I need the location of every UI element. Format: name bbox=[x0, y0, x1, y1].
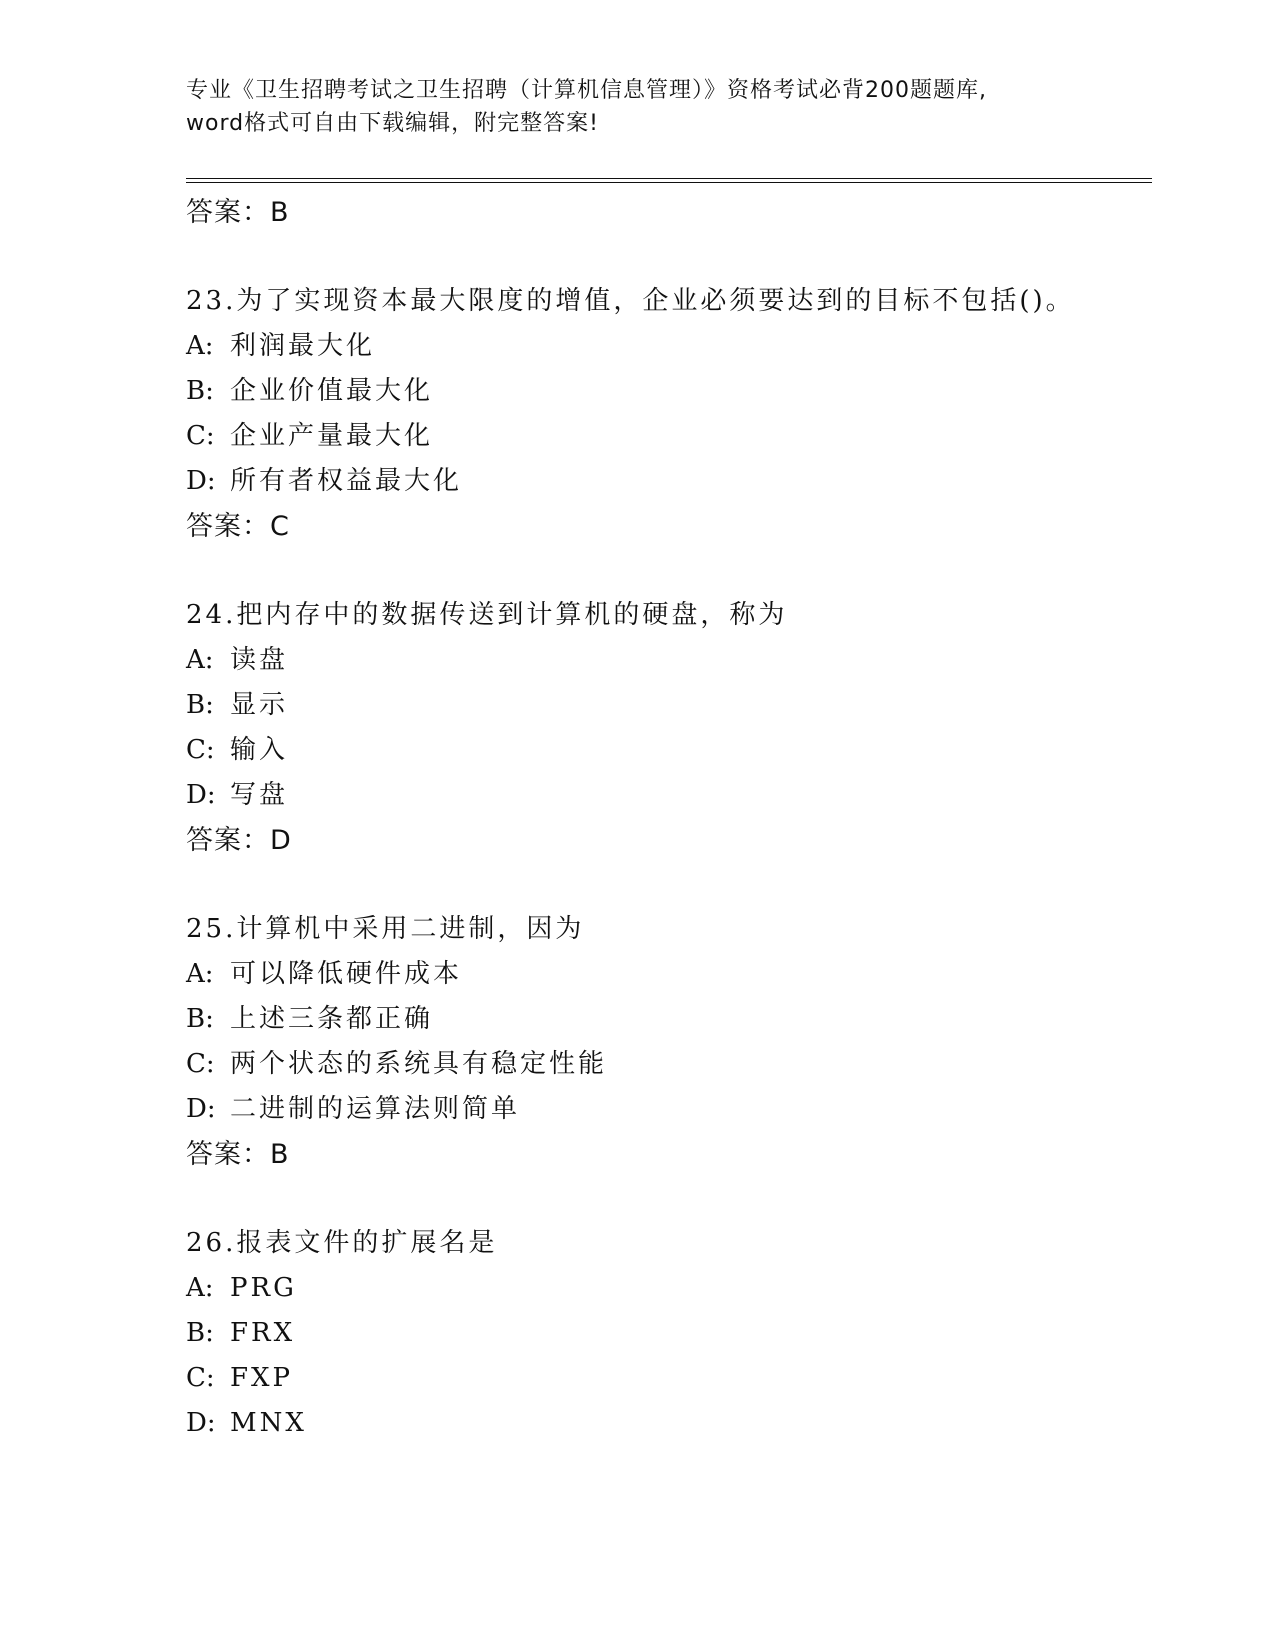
question-list bbox=[186, 190, 1146, 1446]
spacer bbox=[186, 550, 1146, 592]
option-a bbox=[186, 324, 1146, 369]
document-header bbox=[186, 74, 1086, 140]
spacer bbox=[186, 236, 1146, 278]
option-text: MNX bbox=[230, 1408, 307, 1438]
option-letter: D: bbox=[186, 1094, 216, 1124]
option-b bbox=[186, 997, 1146, 1042]
option-text: 二进制的运算法则简单 bbox=[230, 1094, 521, 1124]
option-text: 企业价值最大化 bbox=[230, 376, 434, 406]
answer-line: 答案：C bbox=[186, 511, 290, 542]
question-item bbox=[186, 278, 1146, 550]
option-text: 利润最大化 bbox=[230, 331, 376, 361]
option-letter: B: bbox=[186, 1004, 214, 1034]
option-b bbox=[186, 1311, 1146, 1356]
option-letter: C: bbox=[186, 421, 215, 451]
option-letter: B: bbox=[186, 376, 214, 406]
option-c bbox=[186, 1356, 1146, 1401]
option-letter: A: bbox=[186, 959, 214, 989]
option-letter: A: bbox=[186, 645, 214, 675]
question-stem: 23.为了实现资本最大限度的增值，企业必须要达到的目标不包括()。 bbox=[186, 286, 1075, 316]
option-letter: D: bbox=[186, 1408, 216, 1438]
answer-line: 答案：D bbox=[186, 825, 292, 856]
question-stem: 26.报表文件的扩展名是 bbox=[186, 1228, 498, 1258]
option-d bbox=[186, 1401, 1146, 1446]
option-a bbox=[186, 952, 1146, 997]
option-text: FRX bbox=[230, 1318, 296, 1348]
option-letter: A: bbox=[186, 331, 214, 361]
option-c bbox=[186, 728, 1146, 773]
option-letter: D: bbox=[186, 466, 216, 496]
option-d bbox=[186, 773, 1146, 818]
option-c bbox=[186, 414, 1146, 459]
spacer bbox=[186, 864, 1146, 906]
answer-line: 答案：B bbox=[186, 197, 290, 228]
option-letter: A: bbox=[186, 1273, 214, 1303]
option-letter: D: bbox=[186, 780, 216, 810]
option-c bbox=[186, 1042, 1146, 1087]
question-item bbox=[186, 906, 1146, 1178]
question-stem: 25.计算机中采用二进制，因为 bbox=[186, 914, 585, 944]
header-line-2: word格式可自由下载编辑，附完整答案! bbox=[186, 111, 599, 136]
option-letter: B: bbox=[186, 690, 214, 720]
spacer bbox=[186, 1178, 1146, 1220]
option-letter: C: bbox=[186, 735, 215, 765]
option-letter: B: bbox=[186, 1318, 214, 1348]
option-d bbox=[186, 459, 1146, 504]
option-text: 上述三条都正确 bbox=[230, 1004, 434, 1034]
option-text: FXP bbox=[230, 1363, 294, 1393]
option-letter: C: bbox=[186, 1363, 215, 1393]
answer-line: 答案：B bbox=[186, 1139, 290, 1170]
option-text: 写盘 bbox=[230, 780, 289, 810]
question-item bbox=[186, 592, 1146, 864]
option-text: 可以降低硬件成本 bbox=[230, 959, 463, 989]
option-b bbox=[186, 683, 1146, 728]
option-a bbox=[186, 1266, 1146, 1311]
option-text: 企业产量最大化 bbox=[230, 421, 434, 451]
option-a bbox=[186, 638, 1146, 683]
option-text: 读盘 bbox=[230, 645, 289, 675]
option-text: 所有者权益最大化 bbox=[230, 466, 463, 496]
option-letter: C: bbox=[186, 1049, 215, 1079]
question-item bbox=[186, 1220, 1146, 1446]
option-text: 两个状态的系统具有稳定性能 bbox=[230, 1049, 608, 1079]
option-text: 显示 bbox=[230, 690, 289, 720]
question-stem: 24.把内存中的数据传送到计算机的硬盘，称为 bbox=[186, 600, 788, 630]
option-d bbox=[186, 1087, 1146, 1132]
header-line-1: 专业《卫生招聘考试之卫生招聘（计算机信息管理）》资格考试必背200题题库, bbox=[186, 78, 987, 103]
option-text: 输入 bbox=[230, 735, 289, 765]
option-text: PRG bbox=[230, 1273, 297, 1303]
option-b bbox=[186, 369, 1146, 414]
header-divider bbox=[186, 178, 1152, 183]
